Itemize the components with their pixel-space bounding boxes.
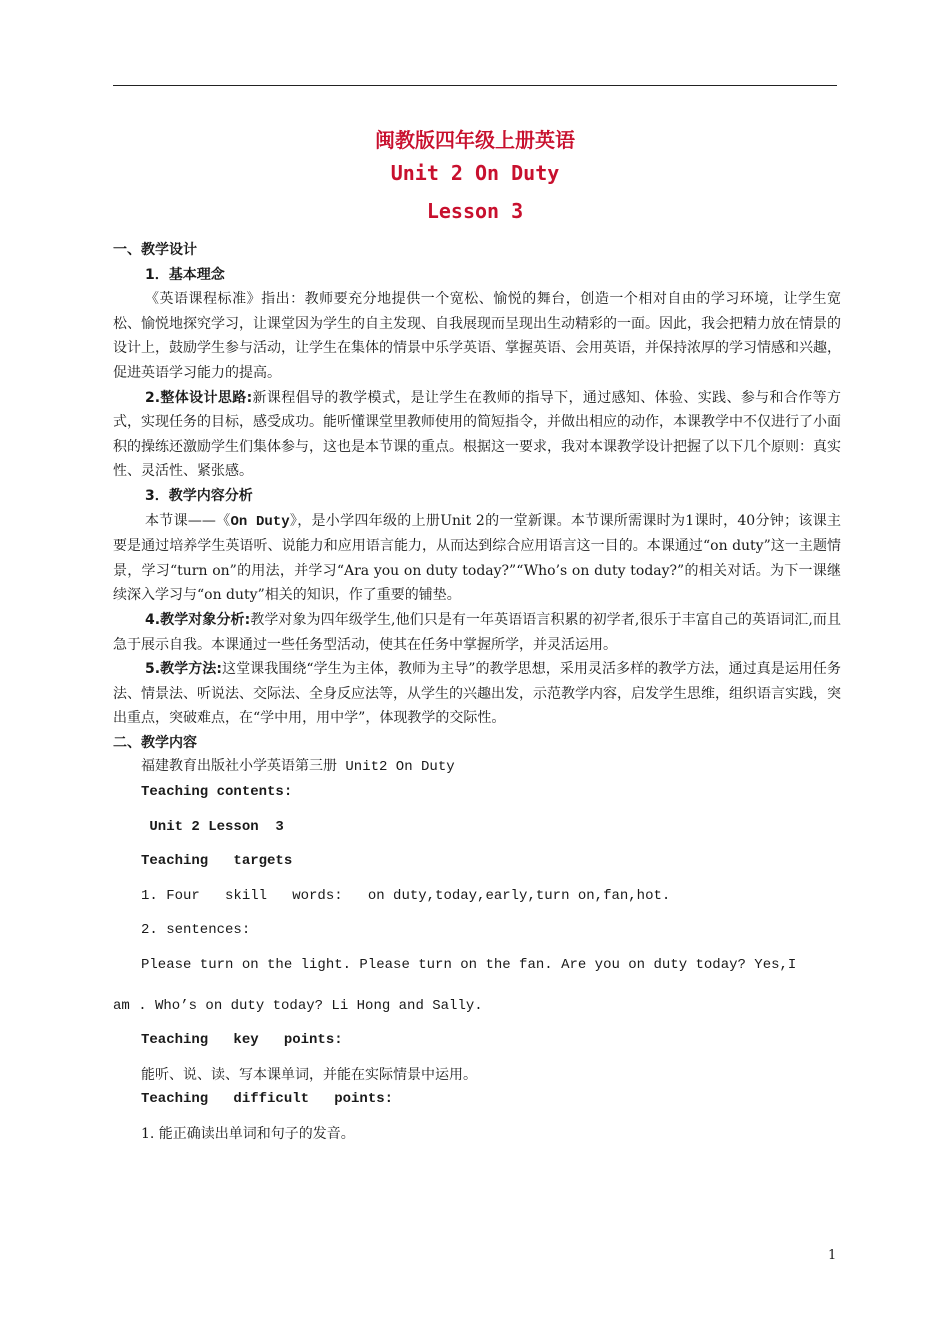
text-key-points: 能听、说、读、写本课单词，并能在实际情景中运用。 xyxy=(141,1066,477,1083)
paragraph-design-idea xyxy=(113,386,841,484)
label-key-points: Teaching key points: xyxy=(141,1032,343,1049)
page-number: 1 xyxy=(828,1248,837,1263)
target-item-sentences: 2. sentences: xyxy=(141,922,251,939)
textbook-reference: 福建教育出版社小学英语第三册 Unit2 On Duty xyxy=(141,759,455,776)
label-audience-analysis: 4.教学对象分析: xyxy=(145,611,251,628)
paragraph-content-analysis xyxy=(113,509,841,608)
label-teaching-contents: Teaching contents: xyxy=(141,784,293,801)
text-content-analysis-a: 本节课——《 xyxy=(145,512,231,529)
paragraph-basic-concept: 《英语课程标准》指出：教师要充分地提供一个宽松、愉悦的舞台，创造一个相对自由的学习环境，让学生宽松、愉悦地探究学习，让课堂因为学生的自主发现、自我展现而呈现出生动精彩的一面。因此，我会把精力放在情景的设计上，鼓励学生参与活动，让学生在集体的情景中乐学英语、掌握英语、会用英语，并保持浓厚的学习情感和兴趣，促进英语学习能力的提高。 xyxy=(113,291,841,381)
subheading-basic-concept: 1．基本理念 xyxy=(145,266,225,283)
text-content-analysis-title: On Duty xyxy=(230,513,290,530)
paragraph-audience-analysis xyxy=(113,608,841,657)
header-rule xyxy=(113,85,837,86)
lesson-title: Lesson 3 xyxy=(426,199,524,223)
text-content-analysis-c: 》，是小学四年级的上册Unit 2的一堂新课。本节课所需课时为1课时，40分钟；该课主要是通过培养学生英语听、说能力和应用语言能力，从而达到综合应用语言这一目的。本课通过“on duty”这一主题情景，学习“turn on”的用法，并学习“Ara you on duty today?”“Who’s on duty today?”的相关对话。为下一课继续深入学习与“on duty”相关的知识，作了重要的铺垫。 xyxy=(113,512,841,604)
target-item-words: 1. Four skill words: on duty,today,early,turn on,fan,hot. xyxy=(141,887,671,904)
subheading-content-analysis: 3．教学内容分析 xyxy=(145,487,253,504)
section-heading-content: 二、教学内容 xyxy=(113,734,197,751)
unit-title: Unit 2 On Duty xyxy=(390,161,560,185)
sentences-line-2: am . Who’s on duty today? Li Hong and Sally. xyxy=(113,997,483,1014)
unit-lesson-line: Unit 2 Lesson 3 xyxy=(141,818,284,835)
text-design-idea: 新课程倡导的教学模式，是让学生在教师的指导下，通过感知、体验、实践、参与和合作等方式，实现任务的目标，感受成功。能听懂课堂里教师使用的简短指令，并做出相应的动作，本课教学中不仅进行了小面积的操练还激励学生们集体参与，这也是本节课的重点。根据这一要求，我对本课教学设计把握了以下几个原则：真实性、灵活性、紧张感。 xyxy=(113,389,841,480)
label-design-idea: 2.整体设计思路: xyxy=(145,389,253,406)
text-audience-analysis: 教学对象为四年级学生,他们只是有一年英语语言积累的初学者,很乐于丰富自己的英语词汇,而且急于展示自我。本课通过一些任务型活动，使其在任务中掌握所学，并灵活运用。 xyxy=(113,611,841,653)
label-difficult-points: Teaching difficult points: xyxy=(141,1091,394,1108)
paragraph-teaching-method xyxy=(113,657,841,731)
label-teaching-method: 5.教学方法: xyxy=(145,661,222,678)
difficult-item-1: 1. 能正确读出单词和句子的发音。 xyxy=(141,1126,355,1142)
document-body xyxy=(113,238,841,1147)
document-title: 闽教版四年级上册英语 xyxy=(375,128,575,152)
text-teaching-method: 这堂课我围绕“学生为主体，教师为主导”的教学思想，采用灵活多样的教学方法，通过真是运用任务法、情景法、听说法、交际法、全身反应法等，从学生的兴趣出发，示范教学内容，启发学生思维，组织语言实践，突出重点，突破难点，在“学中用，用中学”，体现教学的交际性。 xyxy=(113,661,841,727)
sentences-line-1: Please turn on the light. Please turn on the fan. Are you on duty today? Yes,I xyxy=(141,957,797,974)
section-heading-design: 一、教学设计 xyxy=(113,242,197,258)
label-teaching-targets: Teaching targets xyxy=(141,853,293,870)
